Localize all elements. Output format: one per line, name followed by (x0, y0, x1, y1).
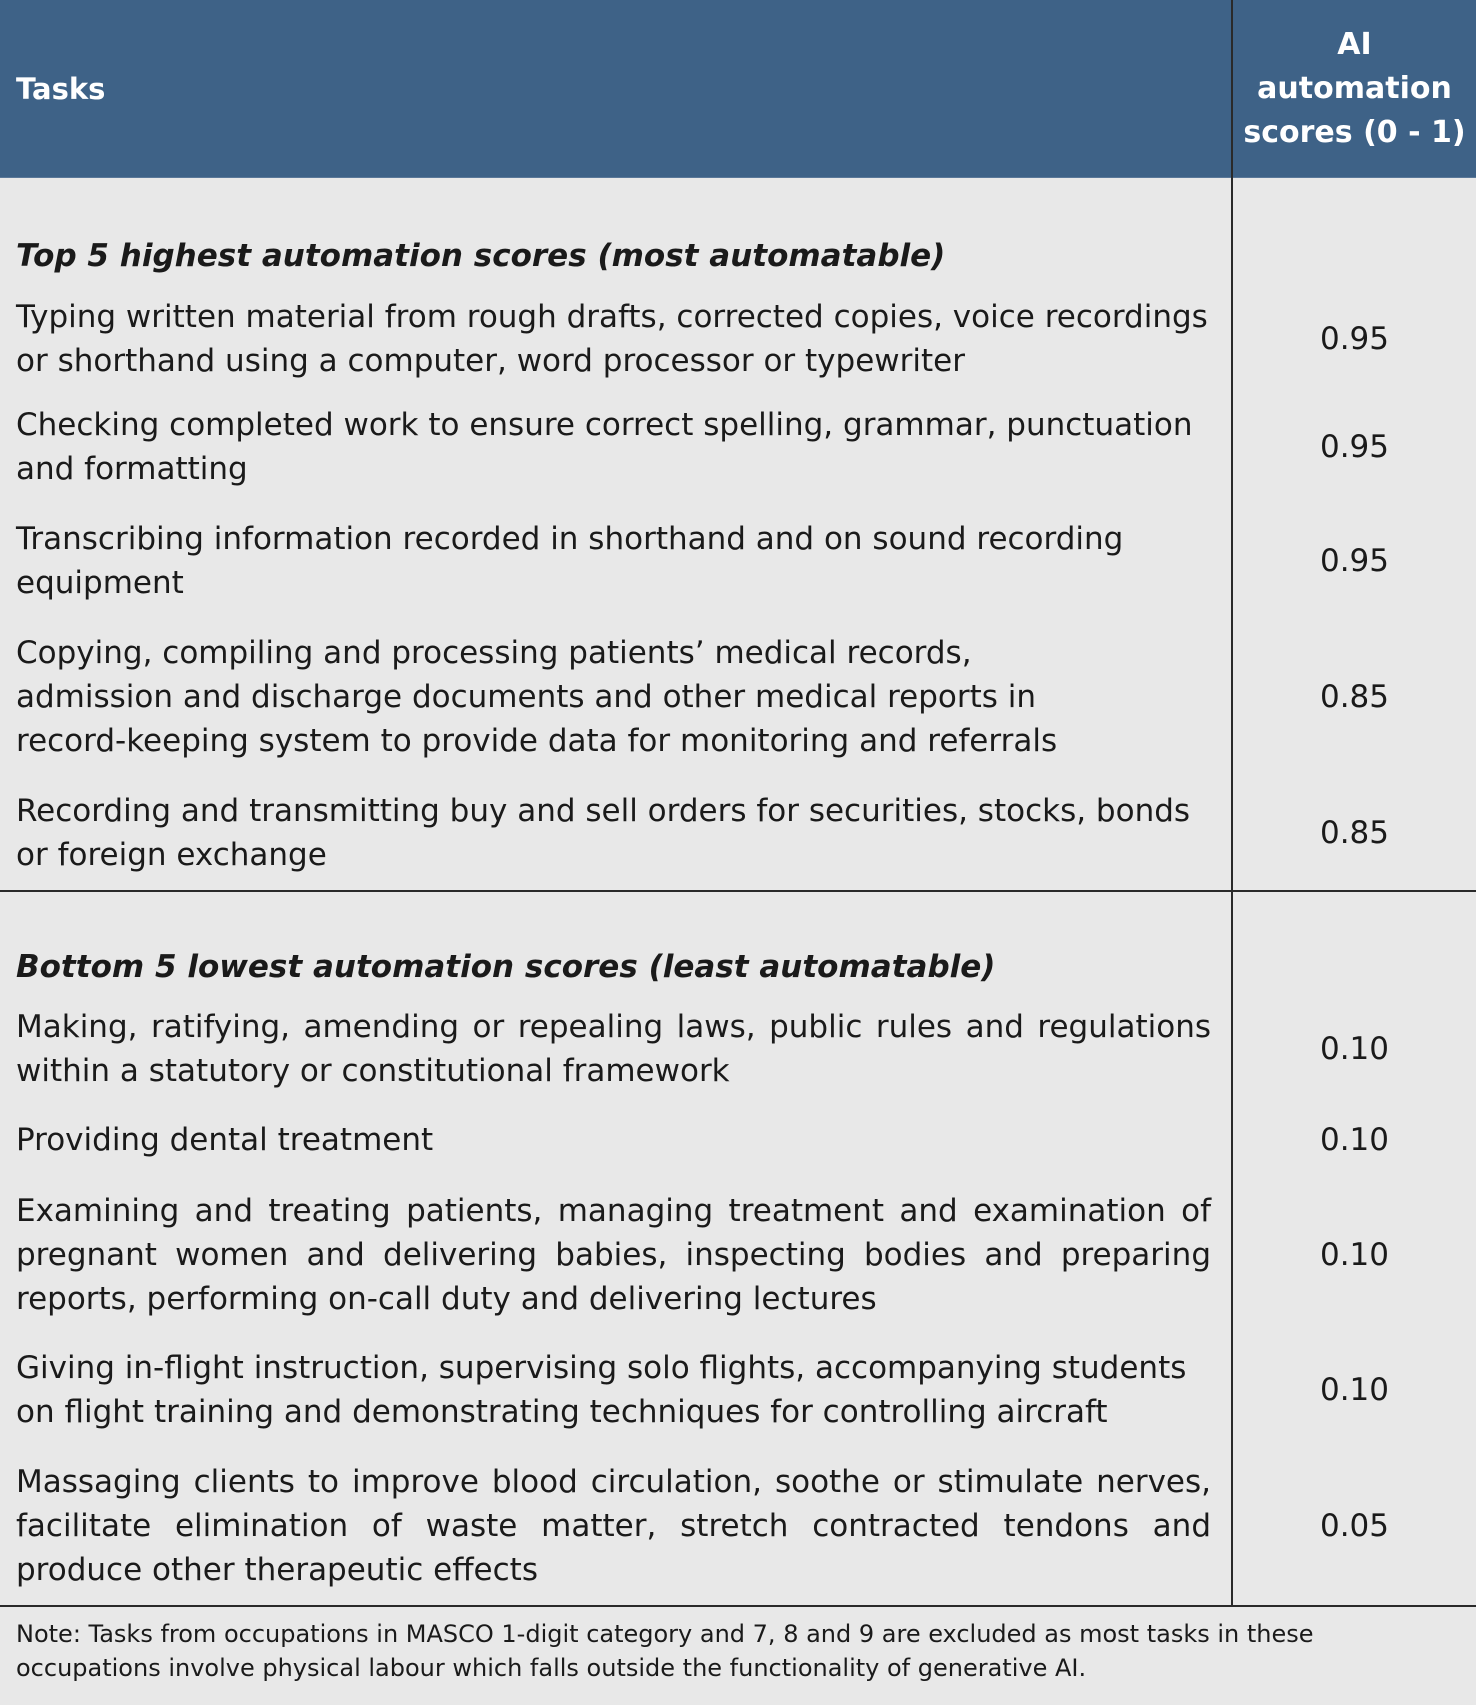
section-label-top: Top 5 highest automation scores (most automatable) (16, 237, 946, 274)
score-column-header: AI automation scores (0 - 1) (1232, 0, 1476, 178)
table-row (0, 288, 1476, 390)
table-row (0, 776, 1476, 891)
task-cell: Checking completed work to ensure correct spelling, grammar, punctuation and formatting (16, 406, 1193, 487)
task-cell: Providing dental treatment (16, 1122, 434, 1158)
score-cell: 0.10 (1232, 995, 1476, 1103)
section-label-bottom: Bottom 5 lowest automation scores (least automatable) (16, 948, 996, 985)
score-cell: 0.10 (1232, 1103, 1476, 1178)
table-row (0, 995, 1476, 1103)
score-cell: 0.95 (1232, 390, 1476, 504)
task-cell: Giving in-flight instruction, supervising solo flights, accompanying students on flight training and demonstrating techniques for controlling aircraft (16, 1349, 1187, 1430)
task-cell: Transcribing information recorded in shorthand and on sound recording equipment (16, 520, 1124, 601)
table-row (0, 504, 1476, 618)
table-row (0, 1447, 1476, 1606)
score-cell: 0.10 (1232, 1178, 1476, 1333)
table-row (0, 1333, 1476, 1447)
table-row (0, 618, 1476, 776)
task-cell: Massaging clients to improve blood circulation, soothe or stimulate nerves, facilitate elimination of waste matter, stretch contracted tendons and produce other therapeutic effects (0, 1447, 1232, 1606)
score-cell: 0.85 (1232, 776, 1476, 891)
score-cell: 0.05 (1232, 1447, 1476, 1606)
task-cell: Making, ratifying, amending or repealing laws, public rules and regulations within a statutory or constitutional framework (16, 1008, 1211, 1089)
task-cell: Recording and transmitting buy and sell orders for securities, stocks, bonds or foreign exchange (0, 776, 1232, 891)
section-row-top (0, 178, 1476, 288)
score-cell: 0.10 (1232, 1333, 1476, 1447)
table-row (0, 390, 1476, 504)
section-row-bottom (0, 891, 1476, 995)
table-footnote: Note: Tasks from occupations in MASCO 1-digit category and 7, 8 and 9 are excluded as most tasks in these occupations involve physical labour which falls outside the functionality of generative AI. (16, 1620, 1314, 1682)
task-cell: Examining and treating patients, managing treatment and examination of pregnant women and delivering babies, inspecting bodies and preparing reports, performing on-call duty and delivering lectures (16, 1193, 1211, 1317)
score-cell: 0.95 (1232, 504, 1476, 618)
table-header-row (0, 0, 1476, 178)
score-cell: 0.95 (1232, 288, 1476, 390)
tasks-column-header: Tasks (0, 0, 1232, 178)
task-cell: Typing written material from rough drafts, corrected copies, voice recordings or shorthand using a computer, word processor or typewriter (16, 298, 1208, 379)
task-cell: Copying, compiling and processing patients’ medical records, admission and discharge documents and other medical reports in record-keeping system to provide data for monitoring and referrals (16, 634, 1058, 759)
score-cell: 0.85 (1232, 618, 1476, 776)
table-row (0, 1178, 1476, 1333)
table-row (0, 1103, 1476, 1178)
